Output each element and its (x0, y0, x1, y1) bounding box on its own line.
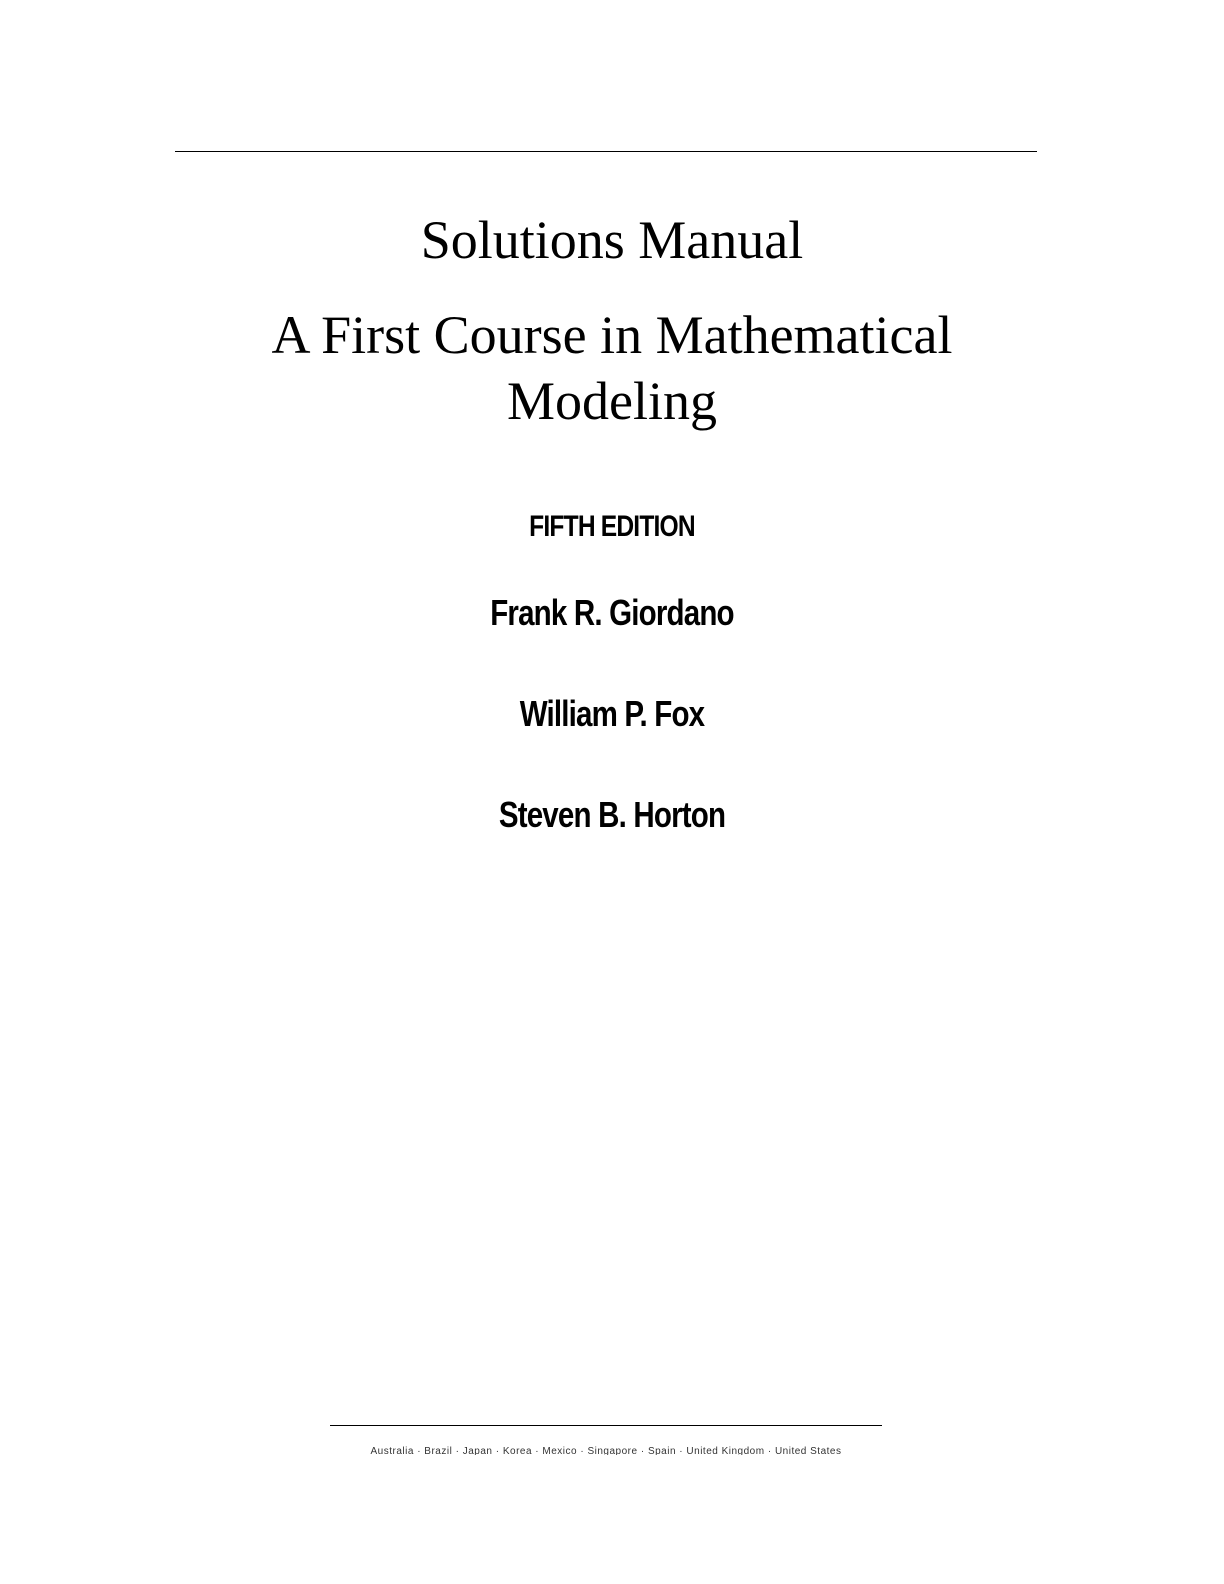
author-name: Frank R. Giordano (490, 592, 734, 633)
publisher-locations: Australia · Brazil · Japan · Korea · Mexico · Singapore · Spain · United Kingdom · United States (370, 1446, 842, 1455)
book-title-line-2: Modeling (507, 371, 717, 431)
edition-label: FIFTH EDITION (529, 510, 695, 543)
author-name: William P. Fox (519, 693, 705, 734)
book-title (0, 302, 1224, 434)
top-divider (175, 151, 1037, 152)
author-name: Steven B. Horton (498, 794, 726, 835)
bottom-divider (330, 1425, 882, 1426)
document-subtitle: Solutions Manual (420, 210, 804, 270)
book-title-line-1: A First Course in Mathematical (271, 305, 953, 365)
